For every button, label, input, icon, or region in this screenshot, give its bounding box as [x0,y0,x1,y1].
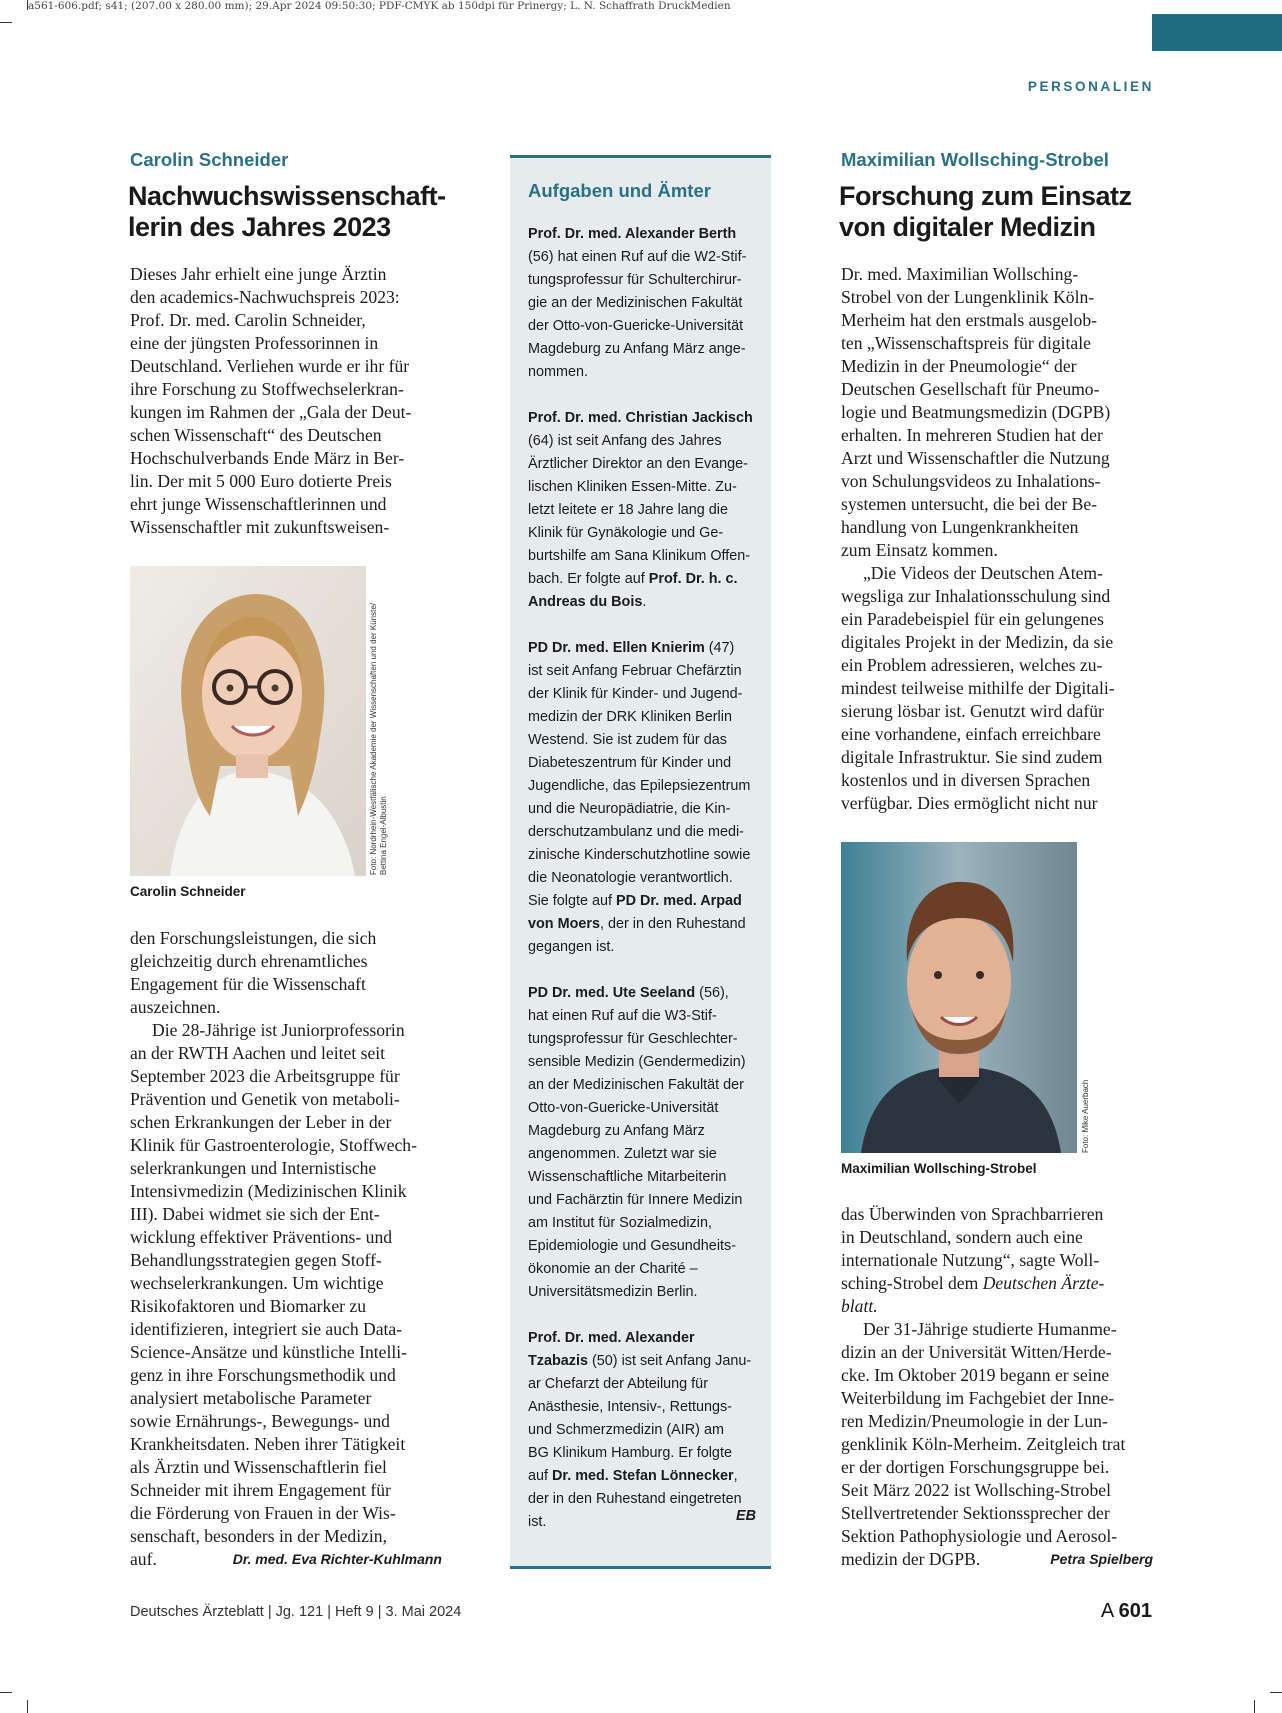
text-line: Hochschulverbands Ende März in Ber- [130,448,405,468]
right-closing-line [841,1548,1153,1571]
person-name: Prof. Dr. med. Christian Jackisch [528,410,753,426]
text-line: die Förderung von Frauen in der Wis- [130,1503,396,1523]
entry-text: derschutzambulanz und die medi- [528,824,744,840]
text-line: Engagement für die Wissenschaft [130,974,366,994]
entry-text: (50) ist seit Anfang Janu- [587,1353,752,1369]
text-line: Schneider mit ihrem Engagement für [130,1480,391,1500]
entry-line [528,591,753,614]
text-line: in Deutschland, sondern auch eine [841,1227,1083,1247]
entry-text: , [733,1468,738,1484]
text-line: Prävention und Genetik von metaboli- [130,1089,400,1109]
entry-text: ökonomie an der Charité – [528,1261,698,1277]
text-line: Der 31-Jährige studierte Humanme- [863,1319,1117,1339]
entry-text: sensible Medizin (Gendermedizin) [528,1054,746,1070]
text-line: er der dortigen Forschungsgruppe bei. [841,1457,1110,1477]
sidebar-entry [528,223,753,384]
entry-text: letzt leitete er 18 Jahre lang die [528,502,728,518]
entry-line [528,1074,753,1097]
entry-line [528,1327,753,1350]
text-line: den academics-Nachwuchspreis 2023: [130,287,400,307]
left-photo-credit [369,603,389,875]
entry-text: die Neonatologie verantwortlich. [528,870,733,886]
text-line [841,1295,1104,1318]
entry-line [528,867,753,890]
entry-text: (56) hat einen Ruf auf die W2-Stif- [528,249,747,265]
entry-text: BG Klinikum Hamburg. Er folgte [528,1445,732,1461]
entry-text: der Otto-von-Guericke-Universität [528,318,744,334]
entry-line [528,1097,753,1120]
text-line: gleichzeitig durch ehrenamtliches [130,951,368,971]
entry-text: Epidemiologie und Gesundheits- [528,1238,736,1254]
entry-text: der Klinik für Kinder- und Jugend- [528,686,743,702]
entry-line [528,844,753,867]
entry-text: und die Neuropädiatrie, die Kin- [528,801,731,817]
text-line: auszeichnen. [130,997,221,1017]
text-line: selerkrankungen und Internistische [130,1158,377,1178]
text-line [841,1272,1104,1295]
left-continued-text [130,927,376,1019]
person-name: Dr. med. Stefan Lönnecker [552,1468,734,1484]
text-line: ten „Wissenschaftspreis für digitale [841,333,1091,353]
entry-text: ist. [528,1514,547,1530]
entry-text: und Schmerzmedizin (AIR) am [528,1422,724,1438]
entry-line [528,430,753,453]
entry-text: der in den Ruhestand eingetreten [528,1491,742,1507]
right-intro-text [841,263,1110,562]
entry-text: angenommen. Zuletzt war sie [528,1146,717,1162]
crop-mark [0,22,12,23]
entry-line [528,1350,753,1373]
entry-line [528,1258,753,1281]
sidebar-signature: EB [736,1508,756,1524]
entry-line [528,499,753,522]
entry-line [528,1005,753,1028]
entry-text: gegangen ist. [528,939,615,955]
text-line: kostenlos und in diversen Sprachen [841,770,1091,790]
text-line: Deutschland. Verliehen wurde er ihr für [130,356,410,376]
left-author: Dr. med. Eva Richter-Kuhlmann [232,1551,442,1567]
text-line: digitales Projekt in der Medizin, da sie [841,632,1114,652]
text-line: von Schulungsvideos zu Inhalations- [841,471,1101,491]
entry-line [528,269,753,292]
text-line: digitale Infrastruktur. Sie sind zudem [841,747,1103,767]
text-line: III). Dabei widmet sie sich der Ent- [130,1204,380,1224]
entry-line [528,407,753,430]
footer-journal: Deutsches Ärzteblatt | Jg. 121 | Heft 9 | 3. Mai 2024 [130,1604,462,1620]
entry-line [528,1465,753,1488]
entry-line [528,223,753,246]
text-line: Risikofaktoren und Biomarker zu [130,1296,366,1316]
entry-text: Klinik für Gynäkologie und Ge- [528,525,724,541]
text-line: logie und Beatmungsmedizin (DGPB) [841,402,1111,422]
entry-line [528,890,753,913]
text-line: schen Wissenschaft“ des Deutschen [130,425,382,445]
text-line: sierung lösbar ist. Genutzt wird dafür [841,701,1104,721]
left-headline [128,181,446,243]
line-prefix: sching-Strobel dem [841,1273,983,1293]
journal-name-end: blatt. [841,1296,878,1316]
text-line: „Die Videos der Deutschen Atem- [863,563,1103,583]
text-line: Krankheitsdaten. Neben ihrer Tätigkeit [130,1434,406,1454]
text-line: genklinik Köln-Merheim. Zeitgleich trat [841,1434,1126,1454]
text-line: analysiert metabolische Parameter [130,1388,372,1408]
entry-text: ist seit Anfang Februar Chefärztin [528,663,742,679]
text-line: senschaft, besonders in der Medizin, [130,1526,387,1546]
text-line: ehrt junge Wissenschaftlerinnen und [130,494,387,514]
entry-text: auf [528,1468,553,1484]
entry-text: Wissenschaftliche Mitarbeiterin [528,1169,727,1185]
entry-text: Westend. Sie ist zudem für das [528,732,727,748]
sidebar-title: Aufgaben und Ämter [528,180,711,201]
text-line: Merheim hat den erstmals ausgelob- [841,310,1098,330]
right-photo-credit: Foto: Mike Auerbach [1081,1079,1090,1153]
portrait-illustration [841,842,1077,1153]
photo-credit-line: Foto: Nordrhein-Westfälische Akademie der Wissenschaften und der Künste/ [369,603,378,875]
last-word: auf. [130,1549,157,1569]
sidebar-entry [528,407,753,614]
person-name: Tzabazis [528,1353,588,1369]
maximilian-wollsching-strobel-photo [841,842,1077,1153]
person-name: PD Dr. med. Arpad [616,893,742,909]
entry-line [528,1488,753,1511]
text-line: kungen im Rahmen der „Gala der Deut- [130,402,412,422]
text-line: genz in ihre Forschungsmethodik und [130,1365,396,1385]
entry-line [528,1143,753,1166]
person-name: PD Dr. med. Ute Seeland [528,985,696,1001]
section-label: PERSONALIEN [1027,79,1154,94]
entry-text: Diabeteszentrum für Kinder und [528,755,732,771]
right-author: Petra Spielberg [1050,1551,1153,1567]
person-name: Prof. Dr. med. Alexander [528,1330,695,1346]
entry-text: hat einen Ruf auf die W3-Stif- [528,1008,717,1024]
entry-text: Universitätsmedizin Berlin. [528,1284,698,1300]
page-number-value: 601 [1118,1600,1152,1622]
entry-text: tungsprofessur für Schulterchirur- [528,272,742,288]
right-headline [839,181,1132,243]
entry-line [528,292,753,315]
text-line: Prof. Dr. med. Carolin Schneider, [130,310,366,330]
text-line: dizin an der Universität Witten/Herde- [841,1342,1112,1362]
text-line: erhalten. In mehreren Studien hat der [841,425,1103,445]
text-line: Arzt und Wissenschaftler die Nutzung [841,448,1110,468]
crop-mark [1254,1700,1255,1713]
text-line: verfügbar. Dies ermöglicht nicht nur [841,793,1098,813]
entry-line [528,775,753,798]
text-line: lin. Der mit 5 000 Euro dotierte Preis [130,471,392,491]
text-line: Die 28-Jährige ist Juniorprofessorin [152,1020,405,1040]
right-kicker: Maximilian Wollsching-Strobel [841,149,1109,170]
entry-line [528,1166,753,1189]
left-kicker: Carolin Schneider [130,149,289,170]
entry-text: gie an der Medizinischen Fakultät [528,295,743,311]
text-line: Weiterbildung im Fachgebiet der Inne- [841,1388,1115,1408]
entry-text: und Fachärztin für Innere Medizin [528,1192,743,1208]
headline-line: lerin des Jahres 2023 [128,212,391,242]
text-line: ren Medizin/Pneumologie in der Lun- [841,1411,1108,1431]
entry-text: Jugendliche, das Epilepsiezentrum [528,778,751,794]
entry-line [528,683,753,706]
entry-text: Otto-von-Guericke-Universität [528,1100,719,1116]
text-line: an der RWTH Aachen und leitet seit [130,1043,386,1063]
entry-line [528,361,753,384]
entry-line [528,1189,753,1212]
photo-credit-line: Bettina Engel-Albustin [379,796,388,875]
entry-text: Anästhesie, Intensiv-, Rettungs- [528,1399,732,1415]
print-slug: a561-606.pdf; s41; (207.00 x 280.00 mm); 29.Apr 2024 09:50:30; PDF-CMYK ab 150dpi für Prinergy; L. N. Schaffrath DruckMedien [28,0,731,12]
entry-line [528,315,753,338]
entry-line [528,1051,753,1074]
text-line: schen Erkrankungen der Leber in der [130,1112,392,1132]
text-line: Intensivmedizin (Medizinischen Klinik [130,1181,407,1201]
person-name: Andreas du Bois [528,594,643,610]
entry-line [528,338,753,361]
text-line: das Überwinden von Sprachbarrieren [841,1204,1104,1224]
entry-line [528,706,753,729]
text-line: internationale Nutzung“, sagte Woll- [841,1250,1100,1270]
entry-line [528,982,753,1005]
entry-line [528,1120,753,1143]
entry-line [528,1511,753,1534]
crop-mark [0,1692,12,1693]
person-name: Prof. Dr. h. c. [648,571,738,587]
sidebar-entry [528,1327,753,1534]
entry-text: , der in den Ruhestand [599,916,746,932]
entry-text: Magdeburg zu Anfang März [528,1123,705,1139]
text-line: ein Paradebeispiel für ein gelungenes [841,609,1104,629]
person-name: von Moers [528,916,600,932]
text-line: Deutschen Gesellschaft für Pneumo- [841,379,1100,399]
last-line: medizin der DGPB. [841,1549,981,1569]
corner-color-bar [1152,14,1282,51]
text-line: eine vorhandene, einfach erreichbare [841,724,1101,744]
entry-line [528,1419,753,1442]
entry-line [528,1373,753,1396]
entry-text: am Institut für Sozialmedizin, [528,1215,712,1231]
person-name: PD Dr. med. Ellen Knierim [528,640,705,656]
text-line: ein Problem adressieren, welches zu- [841,655,1103,675]
crop-mark [27,0,28,10]
entry-text: burtshilfe am Sana Klinikum Offen- [528,548,751,564]
text-line: mindest teilweise mithilfe der Digitali- [841,678,1115,698]
sidebar-entry [528,982,753,1304]
entry-text: zinische Kinderschutzhotline sowie [528,847,751,863]
entry-line [528,729,753,752]
entry-line [528,637,753,660]
journal-name: Deutschen Ärzte- [982,1273,1105,1293]
left-intro-text [130,263,411,539]
right-quote-paragraph [841,562,1115,815]
text-line: Science-Ansätze und künstliche Intelli- [130,1342,408,1362]
entry-line [528,1396,753,1419]
person-name: Prof. Dr. med. Alexander Berth [528,226,737,242]
text-line: identifizieren, integriert sie auch Data- [130,1319,403,1339]
text-line: Behandlungsstrategien gegen Stoff- [130,1250,382,1270]
left-photo-caption: Carolin Schneider [130,884,246,899]
headline-line: Nachwuchswissenschaft- [128,181,446,211]
text-line: Sektion Pathophysiologie und Aerosol- [841,1526,1118,1546]
page-prefix: A [1100,1600,1119,1622]
entry-line [528,821,753,844]
text-line: September 2023 die Arbeitsgruppe für [130,1066,400,1086]
entry-text: Sie folgte auf [528,893,617,909]
text-line: Stellvertretender Sektionssprecher der [841,1503,1110,1523]
entry-text: . [642,594,647,610]
entry-line [528,798,753,821]
entry-text: (56), [695,985,729,1001]
text-line: Medizin in der Pneumologie“ der [841,356,1077,376]
entry-line [528,246,753,269]
text-line: cke. Im Oktober 2019 begann er seine [841,1365,1110,1385]
headline-line: Forschung zum Einsatz [839,181,1132,211]
entry-line [528,936,753,959]
entry-text: (64) ist seit Anfang des Jahres [528,433,722,449]
text-line: sowie Ernährungs-, Bewegungs- und [130,1411,390,1431]
text-line: wicklung effektiver Präventions- und [130,1227,393,1247]
entry-line [528,1212,753,1235]
text-line: Wissenschaftler mit zukunftsweisen- [130,517,390,537]
entry-text: medizin der DRK Kliniken Berlin [528,709,732,725]
entry-line [528,752,753,775]
entry-text: lischen Kliniken Essen-Mitte. Zu- [528,479,737,495]
entry-text: Ärztlicher Direktor an den Evange- [528,456,748,472]
entry-line [528,522,753,545]
entry-line [528,1028,753,1051]
portrait-illustration [130,566,366,876]
entry-line [528,545,753,568]
left-closing-line [130,1548,442,1571]
entry-line [528,660,753,683]
headline-line: von digitaler Medizin [839,212,1096,242]
entry-text: (47) [704,640,735,656]
entry-text: an der Medizinischen Fakultät der [528,1077,744,1093]
text-line: systemen untersucht, die bei der Be- [841,494,1098,514]
entry-text: ar Chefarzt der Abteilung für [528,1376,708,1392]
text-line: eine der jüngsten Professorinnen in [130,333,379,353]
entry-text: bach. Er folgte auf [528,571,649,587]
text-line: Klinik für Gastroenterologie, Stoffwech- [130,1135,417,1155]
sidebar-entries [528,223,753,1534]
left-paragraph-2 [130,1019,417,1548]
page-number [1101,1600,1152,1623]
text-line: Dieses Jahr erhielt eine junge Ärztin [130,264,387,284]
entry-text: Magdeburg zu Anfang März ange- [528,341,746,357]
crop-mark [1270,1692,1282,1693]
entry-line [528,913,753,936]
text-line: Seit März 2022 ist Wollsching-Strobel [841,1480,1111,1500]
entry-line [528,453,753,476]
carolin-schneider-photo [130,566,366,876]
right-photo-caption: Maximilian Wollsching-Strobel [841,1161,1037,1176]
text-line: Dr. med. Maximilian Wollsching- [841,264,1079,284]
text-line: wechselerkrankungen. Um wichtige [130,1273,384,1293]
entry-line [528,1281,753,1304]
text-line: den Forschungsleistungen, die sich [130,928,377,948]
text-line: als Ärztin und Wissenschaftlerin fiel [130,1457,387,1477]
entry-line [528,1442,753,1465]
text-line: zum Einsatz kommen. [841,540,998,560]
entry-line [528,568,753,591]
right-continued-text [841,1203,1104,1318]
text-line: Strobel von der Lungenklinik Köln- [841,287,1095,307]
text-line: ihre Forschung zu Stoffwechselerkran- [130,379,404,399]
entry-line [528,476,753,499]
crop-mark [27,1700,28,1713]
sidebar-entry [528,637,753,959]
text-line: handlung von Lungenkrankheiten [841,517,1079,537]
entry-text: nommen. [528,364,588,380]
entry-line [528,1235,753,1258]
text-line: wegsliga zur Inhalationsschulung sind [841,586,1111,606]
entry-text: tungsprofessur für Geschlechter- [528,1031,738,1047]
right-paragraph-3 [841,1318,1125,1548]
